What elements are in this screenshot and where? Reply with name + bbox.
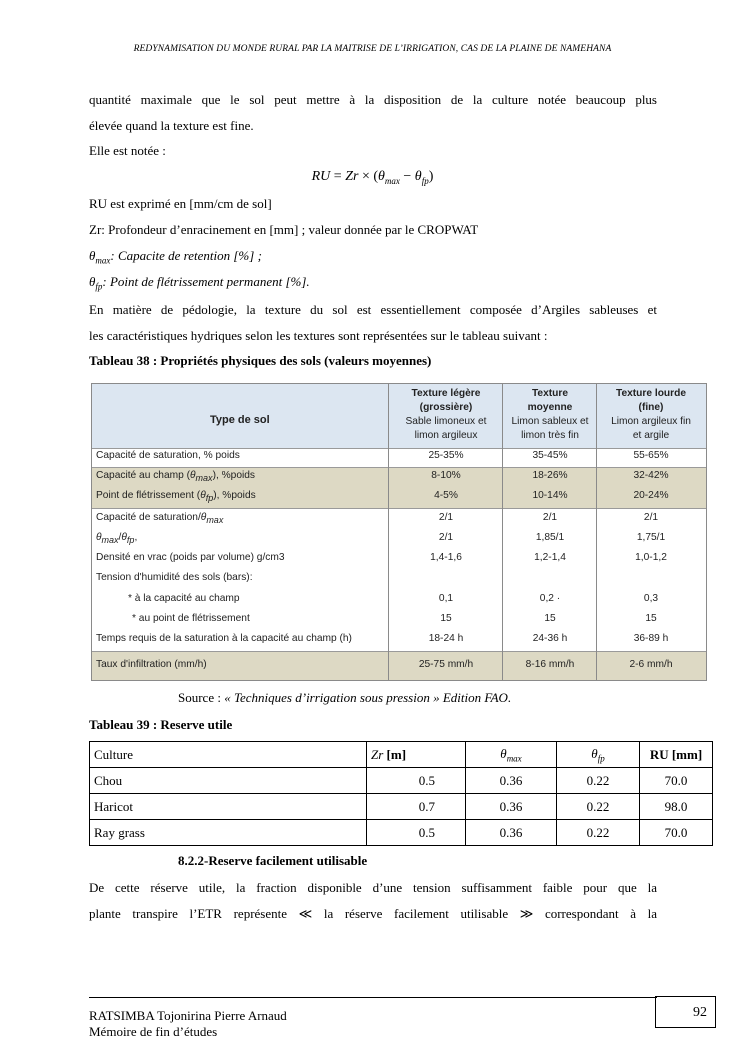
source-text: « Techniques d’irrigation sous pression » Edition FAO. [224,690,512,705]
table38-row [92,450,706,466]
row-v3: 2-6 mm/h [629,659,673,670]
row-v2: 0,2 · [539,593,561,604]
row-label: Capacité de saturation/$\theta_{max}$ [96,512,224,526]
col3-l3: Limon argileux fin [611,416,691,427]
row-v2: 2/1 [542,512,558,523]
culture-cell: Ray grass [90,820,367,846]
table38-row [92,633,706,649]
para1-line1: quantité maximale que le sol peut mettre à la disposition de la culture notée beaucoup plus [89,92,657,107]
row-v1: 25-35% [428,450,464,461]
row-v1: 8-10% [431,470,461,481]
col1-l3: Sable limoneux et [405,416,487,427]
zr-cell: 0.7 [367,794,466,820]
table-row [90,794,713,820]
table-row [90,768,713,794]
ru-cell: 70.0 [640,820,713,846]
row-v1: 15 [440,613,452,624]
theta-max-cell: 0.36 [466,820,557,846]
table38-row [92,593,706,609]
row-label: Point de flétrissement $(\theta_{fp})$, %poids [96,490,256,504]
row-v3: 36-89 h [633,633,669,644]
row-v2: 35-45% [532,450,568,461]
ru-cell: 98.0 [640,794,713,820]
para2-line2: les caractéristiques hydriques selon les textures sont représentées sur le tableau suivant : [89,328,548,343]
row-v3: 2/1 [643,512,659,523]
theta-fp-cell: 0.22 [557,794,640,820]
row-v1: 2/1 [438,512,454,523]
table38-row [92,532,706,548]
noted-text: Elle est notée : [89,143,166,158]
col3-l2: (fine) [638,402,664,413]
table38-caption: Tableau 38 : Propriétés physiques des sols (valeurs moyennes) [89,353,432,368]
zr-header: Zr [m] [367,742,466,768]
row-v1: 0,1 [438,593,454,604]
row-v3: 0,3 [643,593,659,604]
table38-row [92,572,706,588]
source-prefix: Source : [178,690,225,705]
section-title: 8.2.2-Reserve facilement utilisable [178,853,368,868]
table38-row [92,470,706,486]
table38-header-row [92,384,706,448]
col-light-header [390,384,502,451]
theta-fp-definition: $\theta_{fp}$: Point de flétrissement permanent [%]. [89,274,310,292]
theta-fp-header: $\theta_{fp}$ [557,742,640,768]
culture-cell: Haricot [90,794,367,820]
ru-unit: RU est exprimé en [mm/cm de sol] [89,196,272,211]
page-number: 92 [655,996,716,1028]
col-heavy-header [598,384,704,451]
row-v3: 15 [645,613,657,624]
row-v1: 25-75 mm/h [418,659,474,670]
table38-row [92,490,706,506]
row-label: Capacité de saturation, % poids [96,450,240,461]
row-v1: 1,4-1,6 [430,552,462,563]
col1-l2: (grossière) [419,402,473,413]
theta-max-definition: $\theta_{max}$: Capacite de retention [%] ; [89,248,262,266]
table38-row [92,652,706,680]
col3-l1: Texture lourde [615,388,686,399]
reserve-utile-table [89,741,713,846]
theta-fp-def-text: : Point de flétrissement permanent [%]. [102,274,310,289]
soil-properties-table [91,383,707,681]
culture-cell: Chou [90,768,367,794]
row-v3: 32-42% [633,470,669,481]
theta-fp-cell: 0.22 [557,768,640,794]
col1-l1: Texture légère [411,388,481,399]
footer-rule [89,997,657,998]
theta-max-header: $\theta_{max}$ [466,742,557,768]
table38-row [92,512,706,528]
row-label: Densité en vrac (poids par volume) g/cm3 [96,552,285,563]
table38-row [92,613,706,629]
row-v3: 1,75/1 [636,532,666,543]
running-header: REDYNAMISATION DU MONDE RURAL PAR LA MAITRISE DE L’IRRIGATION, CAS DE LA PLAINE DE NAMEHANA [133,44,612,54]
ru-header: RU [mm] [640,742,713,768]
row-v2: 1,85/1 [535,532,565,543]
col2-l1: Texture [531,388,569,399]
row-v2: 1,2-1,4 [534,552,566,563]
col2-l3: Limon sableux et [511,416,589,427]
row-v2: 24-36 h [532,633,568,644]
col2-l2: moyenne [527,402,573,413]
theta-max-cell: 0.36 [466,794,557,820]
row-v3: 1,0-1,2 [635,552,667,563]
row-v1: 2/1 [438,532,454,543]
row-label: Temps requis de la saturation à la capacité au champ (h) [96,633,352,644]
row-v3: 55-65% [633,450,669,461]
para3-line2: plante transpire l’ETR représente ≪ la réserve facilement utilisable ≫ correspondant à la [89,906,657,921]
row-label: $\theta_{max}/\theta_{fp}$, [96,532,138,546]
ru-formula: RU = $Zr \times (\theta_{max} - \theta_{fp})$ [311,169,434,186]
zr-cell: 0.5 [367,820,466,846]
theta-max-cell: 0.36 [466,768,557,794]
col3-l4: et argile [632,430,670,441]
row-v1: 18-24 h [428,633,464,644]
col1-l4: limon argileux [414,430,478,441]
row-v1: 4-5% [434,490,458,501]
row-label: * à la capacité au champ [128,593,240,604]
zr-cell: 0.5 [367,768,466,794]
para1-line2: élevée quand la texture est fine. [89,118,254,133]
row-v2: 10-14% [532,490,568,501]
row-label: Capacité au champ $(\theta_{max})$, %poids [96,470,256,484]
row-v2: 18-26% [532,470,568,481]
col2-l4: limon très fin [521,430,579,441]
table39-header-row [90,742,713,768]
para2-line1: En matière de pédologie, la texture du sol est essentiellement composée d’Argiles sableuses et [89,302,657,317]
theta-max-def-text: : Capacite de retention [%] ; [110,248,262,263]
row-label: Tension d'humidité des sols (bars): [96,572,253,583]
theta-fp-cell: 0.22 [557,820,640,846]
para3-line1: De cette réserve utile, la fraction disponible d’une tension suffisamment faible pour que la [89,880,657,895]
row-label: * au point de flétrissement [132,613,250,624]
table38-row [92,552,706,568]
type-header: Type de sol [210,414,270,426]
table39-caption: Tableau 39 : Reserve utile [89,717,233,732]
row-v2: 8-16 mm/h [525,659,575,670]
footer-author: RATSIMBA Tojonirina Pierre Arnaud [89,1008,287,1023]
table38-source [178,690,511,706]
col-medium-header [504,384,596,451]
ru-cell: 70.0 [640,768,713,794]
culture-header: Culture [90,742,367,768]
row-label: Taux d'infiltration (mm/h) [96,659,207,670]
zr-unit: [m] [386,746,407,762]
table-row [90,820,713,846]
footer-subtitle: Mémoire de fin d’études [89,1024,218,1039]
row-v3: 20-24% [633,490,669,501]
zr-definition: Zr: Profondeur d’enracinement en [mm] ; valeur donnée par le CROPWAT [89,222,479,237]
row-v2: 15 [544,613,556,624]
